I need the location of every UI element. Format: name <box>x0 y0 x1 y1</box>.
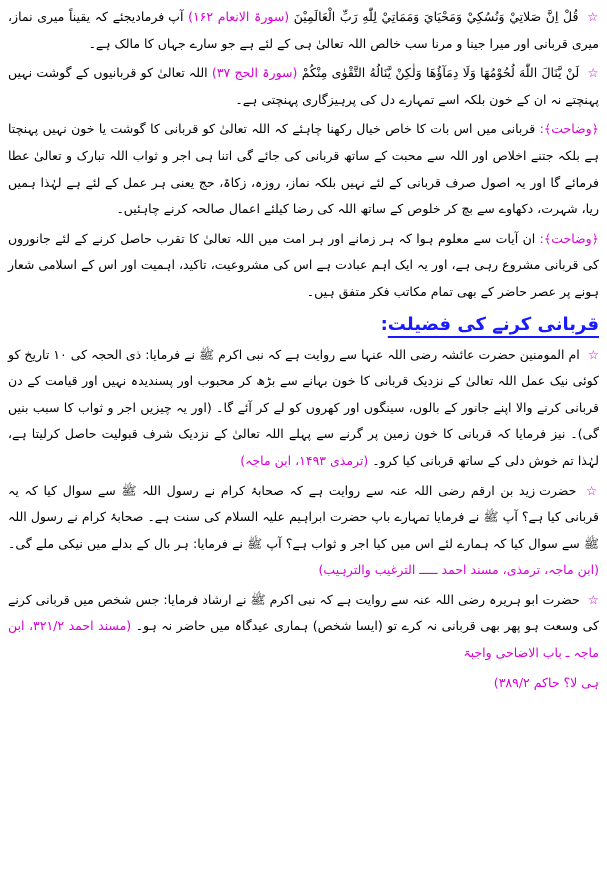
star-outline-icon: ☆ <box>587 9 599 24</box>
hadith-paragraph-3 <box>8 587 599 667</box>
section-heading-text: قربانی کرنے کی فضیلت <box>387 313 599 335</box>
arabic-verse: لَنْ يَّنَالَ اللّٰهَ لُحُوْمُهَا وَلَا دِمَآؤُهَا وَلٰكِنْ يَّنَالُهُ التَّقْوٰى مِنْكُمْ <box>301 65 580 81</box>
star-outline-icon: ☆ <box>587 65 599 81</box>
hadith-reference: (ابن ماجہ، ترمذی، مسند احمد ـــــ الترغیب والترہیب) <box>318 562 599 578</box>
explanation-label: ﴿وضاحت﴾: <box>539 121 599 137</box>
verse-reference: (سورۃ الحج ۳۷) <box>211 65 298 81</box>
hadith-text: حضرت ابو ہریرہ رضی اللہ عنہ سے روایت ہے کہ نبی اکرم ﷺ نے ارشاد فرمایا: جس شخص میں قربانی کرنے کی وسعت ہو پھر بھی قربانی نہ کرے تو (ایسا شخص) ہماری عیدگاہ میں حاضر نہ ہو۔ <box>8 591 599 634</box>
verse-translation: آپ فرمادیجئے کہ یقیناً میری نماز، میری قربانی اور میرا جینا و مرنا سب خالص اللہ تعالیٰ ہی کے لئے ہے جو سارے جہاں کا مالک ہے۔ <box>8 9 599 51</box>
arabic-verse: قُلْ اِنَّ صَلاتِيْ وَنُسُكِيْ وَمَحْيَايَ وَمَمَاتِيْ لِلّٰهِ رَبِّ الْعَالَمِيْنَ <box>293 9 579 24</box>
verse-translation: اللہ تعالیٰ کو قربانیوں کے گوشت نہیں پہنچتے نہ ان کے خون بلکہ اسے تمہارے دل کی پرہیزگاری پہنچتی ہے۔ <box>8 65 599 107</box>
hadith-reference: (ترمذی ۱۴۹۳، ابن ماجہ) <box>240 452 369 468</box>
explanation-paragraph-2 <box>8 226 599 306</box>
footer-reference: ہی لا؟ حاکم ۳۸۹/۲) <box>493 674 599 690</box>
section-heading-colon: : <box>380 313 388 335</box>
star-outline-icon: ☆ <box>586 482 599 498</box>
hadith-paragraph-1 <box>8 342 599 475</box>
verse-paragraph-2 <box>8 60 599 113</box>
explanation-text: قربانی میں اس بات کا خاص خیال رکھنا چاہئے کہ اللہ تعالیٰ کو قربانی کا گوشت یا خون نہیں پہنچتا ہے بلکہ جتنے اخلاص اور اللہ سے محبت کے ساتھ قربانی کی جائے گی اتنا ہی اجر و ثواب اللہ تبارک و تعالیٰ عطا فرمائے گا اور یہ اصول صرف قربانی کے لئے نہیں بلکہ نماز، روزہ، زکاۃ، حج یعنی ہر عمل کے لئے ہے لہٰذا ہمیں ریا، شہرت، دکھاوے سے بچ کر خلوص کے ساتھ اللہ کی رضا کیلئے اعمال صالحہ کرنے چاہئیں۔ <box>8 121 599 217</box>
explanation-text: ان آیات سے معلوم ہوا کہ ہر زمانے اور ہر امت میں اللہ تعالیٰ کا تقرب حاصل کرنے کے لئے جانوروں کی قربانی مشروع رہی ہے، اور یہ ایک اہم عبادت ہے اس کی مشروعیت، تاکید، اہمیت اور اس کے اسلامی شعار ہونے پر عصر حاضر کے بھی تمام مکاتب فکر متفق ہیں۔ <box>8 230 599 299</box>
section-heading <box>8 310 599 340</box>
star-outline-icon: ☆ <box>587 591 599 607</box>
explanation-paragraph-1 <box>8 116 599 222</box>
verse-paragraph-1 <box>8 4 599 57</box>
document-page <box>8 4 599 696</box>
verse-reference: (سورۃ الانعام ۱۶۲) <box>188 9 290 24</box>
hadith-reference: (مسند احمد ۳۲۱/۲، ابن ماجہ ـ باب الاضاحی واجبۃ <box>8 618 599 661</box>
hadith-text: حضرت زید بن ارقم رضی اللہ عنہ سے روایت ہے کہ صحابۂ کرام نے رسول اللہ ﷺ سے سوال کیا کہ یہ قربانی کیا ہے؟ آپ ﷺ نے فرمایا تمہارے باپ حضرت ابراہیم علیہ السلام کی سنت ہے۔ صحابۂ کرام نے رسول اللہ ﷺ سے سوال کیا کہ ہمارے لئے اس میں کیا اجر و ثواب ہے؟ آپ ﷺ نے فرمایا: ہر بال کے بدلے میں نیکی ملے گی۔ <box>8 482 599 551</box>
hadith-paragraph-2 <box>8 478 599 584</box>
star-outline-icon: ☆ <box>587 346 599 362</box>
explanation-label: ﴿وضاحت﴾: <box>539 230 599 246</box>
hadith-text: ام المومنین حضرت عائشہ رضی اللہ عنہا سے روایت ہے کہ نبی اکرم ﷺ نے فرمایا: ذی الحجہ کی ۱۰ تاریخ کو کوئی نیک عمل اللہ تعالیٰ کے نزدیک قربانی کا خون بہانے سے بڑھ کر محبوب اور پسندیدہ نہیں اور قیامت کے دن قربانی کرنے والا اپنے جانور کے بالوں، سینگوں اور کھروں کو لے کر آئے گا۔ (اور یہ چیزیں اجر و ثواب کا سبب بنیں گی)۔ نیز فرمایا کہ قربانی کا خون زمین پر گرنے سے پہلے اللہ تعالیٰ کے نزدیک شرف قبولیت حاصل کرلیتا ہے، لہٰذا تم خوش دلی کے ساتھ قربانی کیا کرو۔ <box>8 346 599 468</box>
